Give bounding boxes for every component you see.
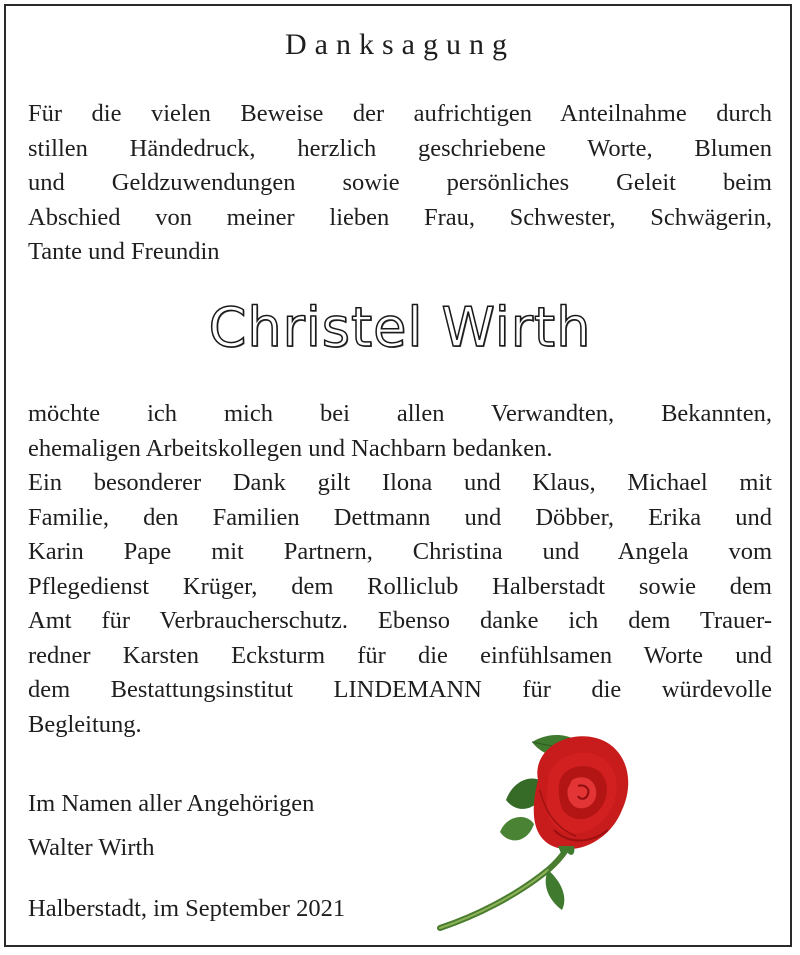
intro-line: Tante und Freundin <box>28 238 220 265</box>
thanks-line: Karin Pape mit Partnern, Christina und Angela vom <box>28 538 772 565</box>
thanks-line: möchte ich mich bei allen Verwandten, Bekannten, <box>28 400 772 427</box>
place-date: Halberstadt, im September 2021 <box>28 895 346 922</box>
thanks-line: Pflegedienst Krüger, dem Rolliclub Halberstadt sowie dem <box>28 572 772 600</box>
thanks-line: ehemaligen Arbeitskollegen und Nachbarn bedanken. <box>28 434 553 462</box>
thanks-line: Amt für Verbraucherschutz. Ebenso danke ich dem Trauer- <box>28 607 772 634</box>
intro-line: stillen Händedruck, herzlich geschriebene Worte, Blumen <box>28 134 772 162</box>
intro-line: und Geldzuwendungen sowie persönliches Geleit beim <box>28 169 772 196</box>
deceased-name: Christel Wirth <box>208 296 592 359</box>
intro-line: Abschied von meiner lieben Frau, Schwester, Schwägerin, <box>28 203 772 231</box>
intro-line: Für die vielen Beweise der aufrichtigen Anteilnahme durch <box>28 100 772 127</box>
thanks-line: Familie, den Familien Dettmann und Döbber, Erika und <box>28 503 772 531</box>
signer-name: Walter Wirth <box>28 834 155 861</box>
thanks-paragraph <box>28 397 772 742</box>
thanks-line: redner Karsten Ecksturm für die einfühlsamen Worte und <box>28 641 772 669</box>
on-behalf-text: Im Namen aller Angehörigen <box>28 790 315 817</box>
thanks-line: dem Bestattungsinstitut LINDEMANN für die würdevolle <box>28 676 772 703</box>
thanks-line: Begleitung. <box>28 710 142 738</box>
red-rose-icon <box>436 720 636 935</box>
intro-paragraph <box>28 97 772 270</box>
thanks-line: Ein besonderer Dank gilt Ilona und Klaus, Michael mit <box>28 469 772 496</box>
notice-heading: Danksagung <box>285 28 515 61</box>
